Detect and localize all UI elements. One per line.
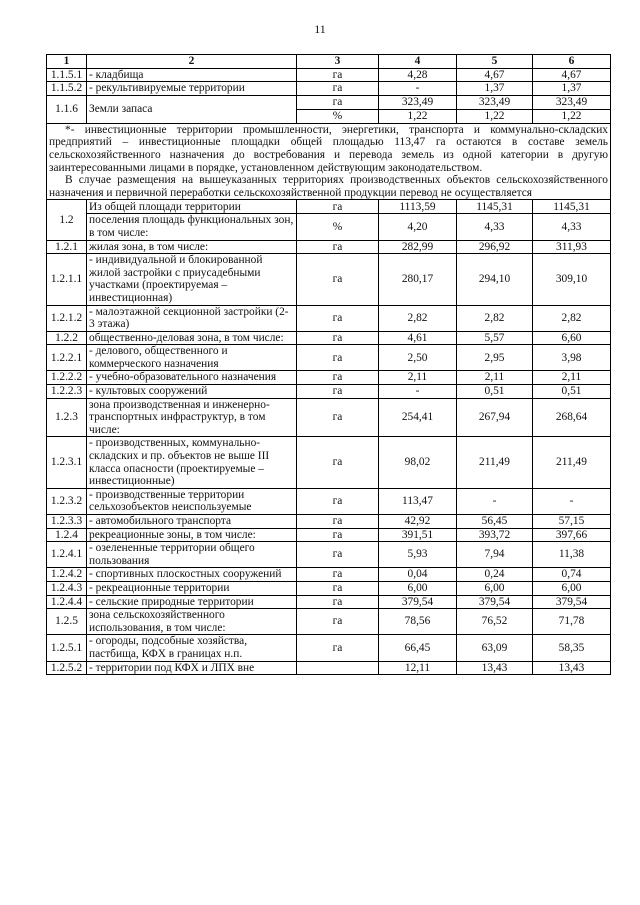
value-col4: 2,11 [379,371,457,385]
value-col4: 42,92 [379,515,457,529]
value-col5: 1145,31 [457,200,533,214]
table-row [47,528,611,542]
row-name: Земли запаса [87,95,297,123]
row-unit: га [297,437,379,488]
value-col5: 1,37 [457,82,533,96]
row-unit: га [297,68,379,82]
table-row [47,371,611,385]
table-row [47,542,611,568]
row-unit: га [297,581,379,595]
header-cell: 4 [379,55,457,69]
value-col6: 3,98 [533,345,611,371]
value-col5: 211,49 [457,437,533,488]
footnote [47,123,611,200]
value-col6: 397,66 [533,528,611,542]
table-row [47,95,611,109]
header-cell: 3 [297,55,379,69]
row-number: 1.2 [47,200,87,240]
row-number: 1.2.3.1 [47,437,87,488]
row-unit: % [297,109,379,123]
table-row [47,515,611,529]
value-col4: 280,17 [379,254,457,305]
header-cell: 1 [47,55,87,69]
header-cell: 5 [457,55,533,69]
row-unit: га [297,385,379,399]
value-col5: - [457,488,533,514]
value-col4: 12,11 [379,661,457,675]
row-number: 1.2.5 [47,609,87,635]
value-col5: 2,11 [457,371,533,385]
row-number: 1.2.1 [47,240,87,254]
table-row [47,331,611,345]
table-row [47,398,611,437]
row-unit: га [297,568,379,582]
row-number: 1.2.4.3 [47,581,87,595]
row-number: 1.2.1.1 [47,254,87,305]
value-col6: 0,74 [533,568,611,582]
row-name: Из общей площади территории [87,200,297,214]
value-col5: 267,94 [457,398,533,437]
table-row [47,595,611,609]
row-unit: га [297,331,379,345]
row-name: - автомобильного транспорта [87,515,297,529]
row-name: зона производственная и инженерно-транспортных инфраструктур, в том числе: [87,398,297,437]
value-col4: 282,99 [379,240,457,254]
value-col5: 379,54 [457,595,533,609]
row-unit: га [297,488,379,514]
row-number: 1.2.4.4 [47,595,87,609]
header-cell: 6 [533,55,611,69]
value-col6: 379,54 [533,595,611,609]
table-row [47,82,611,96]
table-row [47,345,611,371]
table-row [47,200,611,214]
value-col4: 0,04 [379,568,457,582]
row-number: 1.2.5.2 [47,661,87,675]
value-col5: 393,72 [457,528,533,542]
table-row [47,661,611,675]
row-unit: га [297,528,379,542]
row-number: 1.2.4 [47,528,87,542]
footnote-paragraph: В случае размещения на вышеуказанных территориях производственных объектов сельскохозяйственного назначения и первичной переработки сельскохозяйственной продукции перевод не осуществляется [49,174,608,199]
row-unit: га [297,609,379,635]
table-row [47,488,611,514]
row-name: жилая зона, в том числе: [87,240,297,254]
row-name: - делового, общественного и коммерческого назначения [87,345,297,371]
row-name: - озелененные территории общего пользования [87,542,297,568]
value-col4: 323,49 [379,95,457,109]
value-col6: 2,11 [533,371,611,385]
row-name: - огороды, подсобные хозяйства, пастбища, КФХ в границах н.п. [87,635,297,661]
row-name: - производственные территории сельхозобъектов неиспользуемые [87,488,297,514]
row-number: 1.1.6 [47,95,87,123]
value-col6: 1,37 [533,82,611,96]
row-name: - культовых сооружений [87,385,297,399]
table-row [47,385,611,399]
value-col5: 323,49 [457,95,533,109]
value-col6: 323,49 [533,95,611,109]
value-col4: 66,45 [379,635,457,661]
value-col4: - [379,82,457,96]
value-col5: 63,09 [457,635,533,661]
row-unit: га [297,595,379,609]
value-col5: 7,94 [457,542,533,568]
row-unit: га [297,95,379,109]
table-row [47,305,611,331]
row-unit [297,661,379,675]
value-col4: 391,51 [379,528,457,542]
row-number: 1.2.2.3 [47,385,87,399]
value-col4: 254,41 [379,398,457,437]
value-col6: 1145,31 [533,200,611,214]
page-number: 11 [314,22,326,36]
table-row [47,437,611,488]
value-col6: 0,51 [533,385,611,399]
row-name: - производственных, коммунально-складских и пр. объектов не выше III класса опасности (проектируемые – инвестиционные) [87,437,297,488]
value-col5: 5,57 [457,331,533,345]
value-col6: 2,82 [533,305,611,331]
land-use-table [46,54,611,675]
value-col4: 4,28 [379,68,457,82]
value-col6: 311,93 [533,240,611,254]
value-col6: 268,64 [533,398,611,437]
value-col5: 4,67 [457,68,533,82]
row-name: поселения площадь функциональных зон, в том числе: [87,214,297,240]
table-row [47,68,611,82]
row-number: 1.1.5.1 [47,68,87,82]
header-cell: 2 [87,55,297,69]
row-unit: га [297,371,379,385]
row-name: - учебно-образовательного назначения [87,371,297,385]
row-unit: га [297,82,379,96]
value-col6: 309,10 [533,254,611,305]
value-col4: 78,56 [379,609,457,635]
value-col4: 2,50 [379,345,457,371]
row-unit: га [297,635,379,661]
value-col4: 4,20 [379,214,457,240]
value-col5: 294,10 [457,254,533,305]
row-unit: га [297,515,379,529]
row-name: общественно-деловая зона, в том числе: [87,331,297,345]
value-col4: 379,54 [379,595,457,609]
value-col5: 1,22 [457,109,533,123]
value-col6: 1,22 [533,109,611,123]
table-row [47,254,611,305]
value-col4: 113,47 [379,488,457,514]
row-name: - рекультивируемые территории [87,82,297,96]
value-col5: 56,45 [457,515,533,529]
row-name: - малоэтажной секционной застройки (2-3 этажа) [87,305,297,331]
row-number: 1.2.4.2 [47,568,87,582]
value-col6: 71,78 [533,609,611,635]
row-name: - территории под КФХ и ЛПХ вне [87,661,297,675]
row-name: зона сельскохозяйственного использования, в том числе: [87,609,297,635]
row-unit: га [297,240,379,254]
row-unit: % [297,214,379,240]
value-col4: 6,00 [379,581,457,595]
row-number: 1.2.2.1 [47,345,87,371]
value-col6: - [533,488,611,514]
row-unit: га [297,200,379,214]
row-name: - спортивных плоскостных сооружений [87,568,297,582]
value-col5: 76,52 [457,609,533,635]
row-number: 1.2.4.1 [47,542,87,568]
row-number: 1.2.3.3 [47,515,87,529]
value-col5: 0,51 [457,385,533,399]
value-col5: 0,24 [457,568,533,582]
row-name: - рекреационные территории [87,581,297,595]
row-unit: га [297,542,379,568]
value-col6: 6,00 [533,581,611,595]
row-number: 1.2.3.2 [47,488,87,514]
row-unit: га [297,254,379,305]
value-col5: 2,82 [457,305,533,331]
row-unit: га [297,398,379,437]
header-row [47,55,611,69]
value-col6: 6,60 [533,331,611,345]
row-number: 1.2.2.2 [47,371,87,385]
value-col4: 4,61 [379,331,457,345]
table-row [47,214,611,240]
row-unit: га [297,345,379,371]
row-number: 1.2.5.1 [47,635,87,661]
value-col5: 296,92 [457,240,533,254]
row-number: 1.2.2 [47,331,87,345]
value-col5: 4,33 [457,214,533,240]
row-name: - индивидуальной и блокированной жилой застройки с приусадебными участками (проектируемая – инвестиционная) [87,254,297,305]
value-col6: 13,43 [533,661,611,675]
value-col6: 58,35 [533,635,611,661]
row-name: - кладбища [87,68,297,82]
table-row [47,581,611,595]
footnote-paragraph: *- инвестиционные территории промышленности, энергетики, транспорта и коммунально-складских предприятий – инвестиционные площадки общей площадью 113,47 га остаются в составе земель сельскохозяйственного назначения до востребования и перевода земель из одной категории в другую заинтересованными лицами в порядке, установленном действующим законодательством. [49,123,608,174]
value-col4: 2,82 [379,305,457,331]
value-col6: 4,33 [533,214,611,240]
value-col4: 1,22 [379,109,457,123]
value-col5: 2,95 [457,345,533,371]
value-col6: 57,15 [533,515,611,529]
value-col6: 211,49 [533,437,611,488]
row-unit: га [297,305,379,331]
value-col4: 98,02 [379,437,457,488]
value-col5: 6,00 [457,581,533,595]
value-col6: 4,67 [533,68,611,82]
value-col4: 1113,59 [379,200,457,214]
value-col6: 11,38 [533,542,611,568]
table-row [47,609,611,635]
table-row [47,635,611,661]
table-row [47,240,611,254]
row-name: - сельские природные территории [87,595,297,609]
row-number: 1.2.3 [47,398,87,437]
value-col4: - [379,385,457,399]
table-row [47,568,611,582]
value-col4: 5,93 [379,542,457,568]
row-number: 1.2.1.2 [47,305,87,331]
value-col5: 13,43 [457,661,533,675]
row-name: рекреационные зоны, в том числе: [87,528,297,542]
note-row [47,123,611,200]
row-number: 1.1.5.2 [47,82,87,96]
